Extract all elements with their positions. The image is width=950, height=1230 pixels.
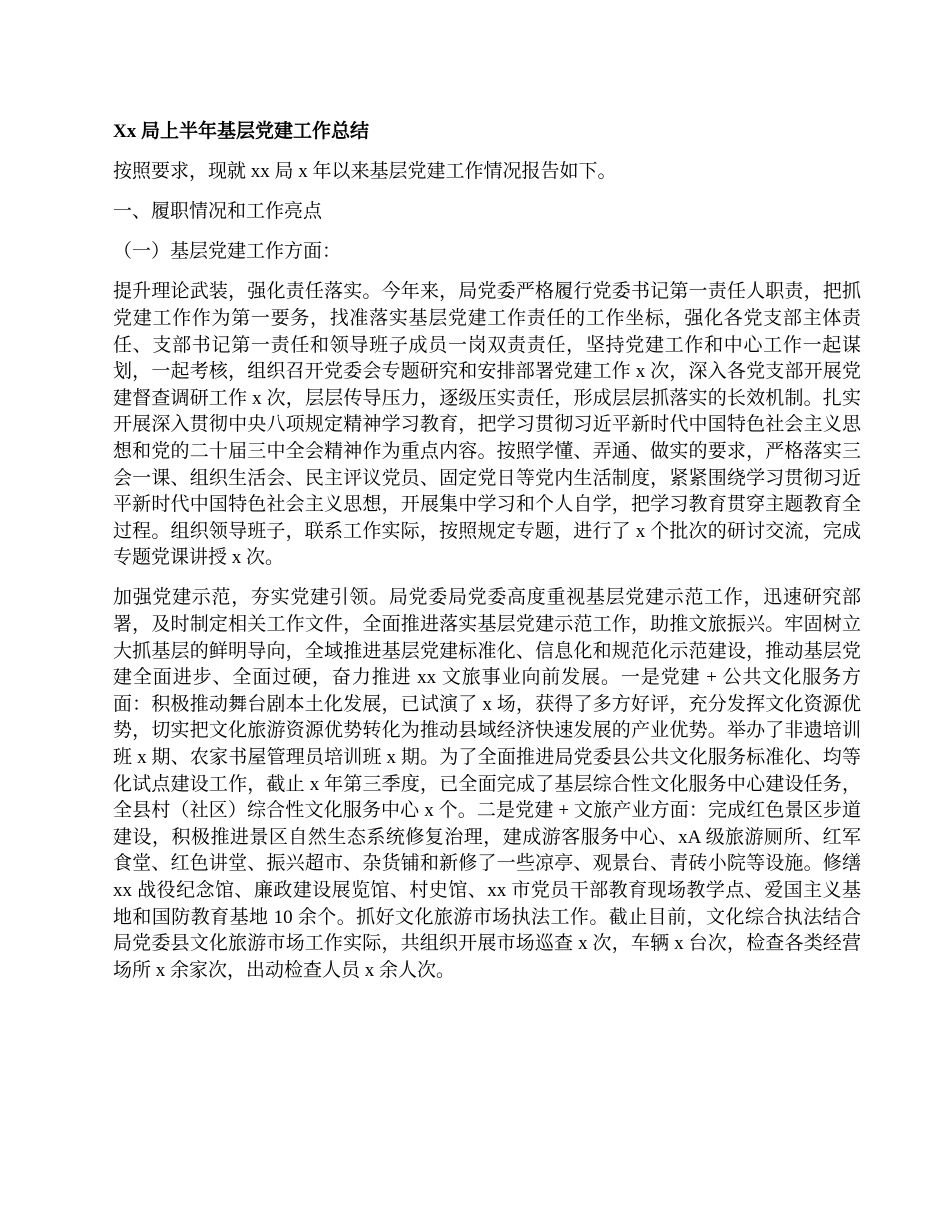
intro-paragraph: 按照要求，现就 xx 局 x 年以来基层党建工作情况报告如下。 xyxy=(113,161,617,183)
document-title: Xx 局上半年基层党建工作总结 xyxy=(113,121,369,142)
subsection-heading: （一）基层党建工作方面： xyxy=(113,241,342,263)
section-heading: 一、履职情况和工作亮点 xyxy=(113,201,323,223)
document-content xyxy=(113,119,861,998)
body-paragraph-1: 提升理论武装，强化责任落实。今年来，局党委严格履行党委书记第一责任人职责，把抓党建工作作为第一要务，找准落实基层党建工作责任的工作坐标，强化各党支部主体责任、支部书记第一责任和领导班子成员一岗双责责任，坚持党建工作和中心工作一起谋划，一起考核，组织召开党委会专题研究和安排部署党建工作 x 次，深入各党支部开展党建督查调研工作 x 次，层层传导压力，逐级压实责任，形成层层抓落实的长效机制。扎实开展深入贯彻中央八项规定精神学习教育，把学习贯彻习近平新时代中国特色社会主义思想和党的二十届三中全会精神作为重点内容。按照学懂、弄通、做实的要求，严格落实三会一课、组织生活会、民主评议党员、固定党日等党内生活制度，紧紧围绕学习贯彻习近平新时代中国特色社会主义思想，开展集中学习和个人自学，把学习教育贯穿主题教育全过程。组织领导班子，联系工作实际，按照规定专题，进行了 x 个批次的研讨交流，完成专题党课讲授 x 次。 xyxy=(113,281,861,569)
body-paragraph-2: 加强党建示范，夯实党建引领。局党委局党委高度重视基层党建示范工作，迅速研究部署，及时制定相关工作文件，全面推进落实基层党建示范工作，助推文旅振兴。牢固树立大抓基层的鲜明导向，全域推进基层党建标准化、信息化和规范化示范建设，推动基层党建全面进步、全面过硬，奋力推进 xx 文旅事业向前发展。一是党建 + 公共文化服务方面：积极推动舞台剧本土化发展，已试演了 x 场，获得了多方好评，充分发挥文化资源优势，切实把文化旅游资源优势转化为推动县域经济快速发展的产业优势。举办了非遗培训班 x 期、农家书屋管理员培训班 x 期。为了全面推进局党委县公共文化服务标准化、均等化试点建设工作，截止 x 年第三季度，已全面完成了基层综合性文化服务中心建设任务，全县村（社区）综合性文化服务中心 x 个。二是党建 + 文旅产业方面：完成红色景区步道建设，积极推进景区自然生态系统修复治理，建成游客服务中心、xA 级旅游厕所、红军食堂、红色讲堂、振兴超市、杂货铺和新修了一些凉亭、观景台、青砖小院等设施。修缮 xx 战役纪念馆、廉政建设展览馆、村史馆、xx 市党员干部教育现场教学点、爱国主义基地和国防教育基地 10 余个。抓好文化旅游市场执法工作。截止目前，文化综合执法结合局党委县文化旅游市场工作实际，共组织开展市场巡查 x 次，车辆 x 台次，检查各类经营场所 x 余家次，出动检查人员 x 余人次。 xyxy=(113,587,861,981)
